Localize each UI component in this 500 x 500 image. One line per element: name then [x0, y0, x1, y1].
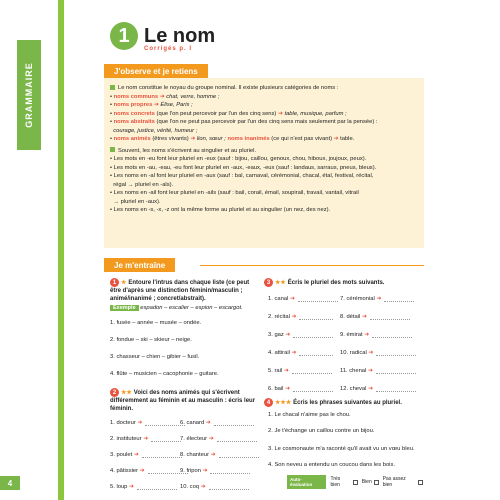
ex1-example: Exemple espadon – escalier – espion – escargot.: [110, 305, 243, 311]
auto-evaluation-label: Auto-évaluation: [287, 475, 326, 489]
observe-tag: J'observe et je retiens: [104, 64, 208, 78]
ex2-item[interactable]: 4. pâtissier ➜: [110, 468, 188, 474]
ex4-item[interactable]: 3. Le cosmonaute m'a raconté qu'il avait vu un vœu bleu.: [268, 446, 415, 452]
sidebar-stripe: [58, 0, 64, 500]
ex3-item[interactable]: 8. détail ➜: [340, 314, 410, 320]
auto-evaluation: Auto-évaluation Très bien Bien Pas assez bien: [287, 475, 427, 489]
section-label: GRAMMAIRE: [17, 40, 41, 150]
ex4-item[interactable]: 1. Le chacal n'aime pas le chou.: [268, 412, 351, 418]
ex1-heading: 1 ★ Entoure l'intrus dans chaque liste (ce peut être d'après une distinction féminin/masculin ; animé/inanimé ; concret/abstrait).: [110, 279, 250, 303]
checkbox-pas-assez-bien[interactable]: [418, 480, 423, 485]
ex2-item[interactable]: 5. loup ➜: [110, 484, 177, 490]
ex2-item[interactable]: 8. chanteur ➜: [180, 452, 259, 458]
ex1-item[interactable]: 4. flûte – musicien – cacophonie – guitare.: [110, 371, 219, 377]
ex2-item[interactable]: 9. fripon ➜: [180, 468, 250, 474]
ex3-item[interactable]: 10. radical ➜: [340, 350, 416, 356]
ex1-item[interactable]: 3. chasseur – chien – gibier – fusil.: [110, 354, 200, 360]
ex2-item[interactable]: 6. canard ➜: [180, 420, 254, 426]
divider: [200, 265, 424, 266]
ex2-item[interactable]: 2. instituteur ➜: [110, 436, 181, 442]
checkbox-tres-bien[interactable]: [353, 480, 358, 485]
ex4-item[interactable]: 2. Je t'échange un caillou contre un bijou.: [268, 428, 375, 434]
ex2-item[interactable]: 10. coq ➜: [180, 484, 249, 490]
ex4-item[interactable]: 4. Son neveu a entendu un coucou dans les bois.: [268, 462, 395, 468]
ex3-item[interactable]: 12. cheval ➜: [340, 386, 416, 392]
ex2-item[interactable]: 1. docteur ➜: [110, 420, 185, 426]
ex3-item[interactable]: 4. attirail ➜: [268, 350, 333, 356]
ex4-heading: 4 ★★★ Écris les phrases suivantes au pluriel.: [264, 398, 424, 407]
entraine-tag: Je m'entraîne: [104, 258, 175, 272]
ex3-item[interactable]: 11. chenal ➜: [340, 368, 416, 374]
ex3-item[interactable]: 7. cérémonial ➜: [340, 296, 414, 302]
chapter-number: 1: [110, 22, 138, 50]
page-number: 4: [0, 476, 20, 490]
ex3-item[interactable]: 2. récital ➜: [268, 314, 333, 320]
page-subtitle: Corrigés p. I: [144, 46, 193, 52]
sidebar: [0, 0, 58, 500]
ex1-item[interactable]: 2. fondue – ski – skieur – neige.: [110, 337, 192, 343]
ex3-heading: 3 ★★ Écris le pluriel des mots suivants.: [264, 278, 424, 287]
ex2-item[interactable]: 3. poulet ➜: [110, 452, 182, 458]
ex3-item[interactable]: 1. canal ➜: [268, 296, 338, 302]
checkbox-bien[interactable]: [374, 480, 379, 485]
ex2-item[interactable]: 7. électeur ➜: [180, 436, 257, 442]
ex3-item[interactable]: 9. émirat ➜: [340, 332, 412, 338]
ex3-item[interactable]: 5. rail ➜: [268, 368, 332, 374]
observe-content: Le nom constitue le noyau du groupe nominal. Il existe plusieurs catégories de noms : • noms communs ➜ chat, verre, homme ; • noms propres ➜ Élise, Paris ; • noms concrets (que l'on peut percevoir par l'un des cinq sens) ➜ table, musique, parfum ; • noms abstraits (que l'on ne peut pas percevoir par l'un des cinq sens mais seulement par la pensée) : courage, justice, vérité, humeur ; • noms animés (êtres vivants) ➜ lion, sœur ; noms inanimés (ce qui n'est pas vivant) ➜ table. Souvent, les noms s'écrivent au singulier et au pluriel. • Les mots en -eu font leur pluriel en -eux (sauf : bijou, caillou, genoux, chou, hiboux, joujoux, peux). • Les mots en -au, -eau, -eu font leur pluriel en -aux, -eaux, -eux (sauf : landaus, sarraus, pneus, bleus). • Les noms en -al font leur pluriel en -aux (sauf : bal, carnaval, cérémonial, chacal, étal, festival, récital, régal → pluriel en -als). • Les noms en -ail font leur pluriel en -ails (sauf : bail, corail, émail, soupirail, travail, vantail, vitrail → pluriel en -aux). • Les noms en -s, -x, -z ont la même forme au pluriel et au singulier (un nez, des nez).: [110, 85, 378, 213]
ex3-item[interactable]: 3. gaz ➜: [268, 332, 333, 338]
ex3-item[interactable]: 6. bail ➜: [268, 386, 333, 392]
page-title: Le nom: [144, 24, 216, 47]
ex1-item[interactable]: 1. fusée – année – musée – ondée.: [110, 320, 202, 326]
ex2-heading: 2 ★★ Voici des noms animés qui s'écrivent différemment au féminin et au masculin : écris leur féminin.: [110, 389, 256, 413]
